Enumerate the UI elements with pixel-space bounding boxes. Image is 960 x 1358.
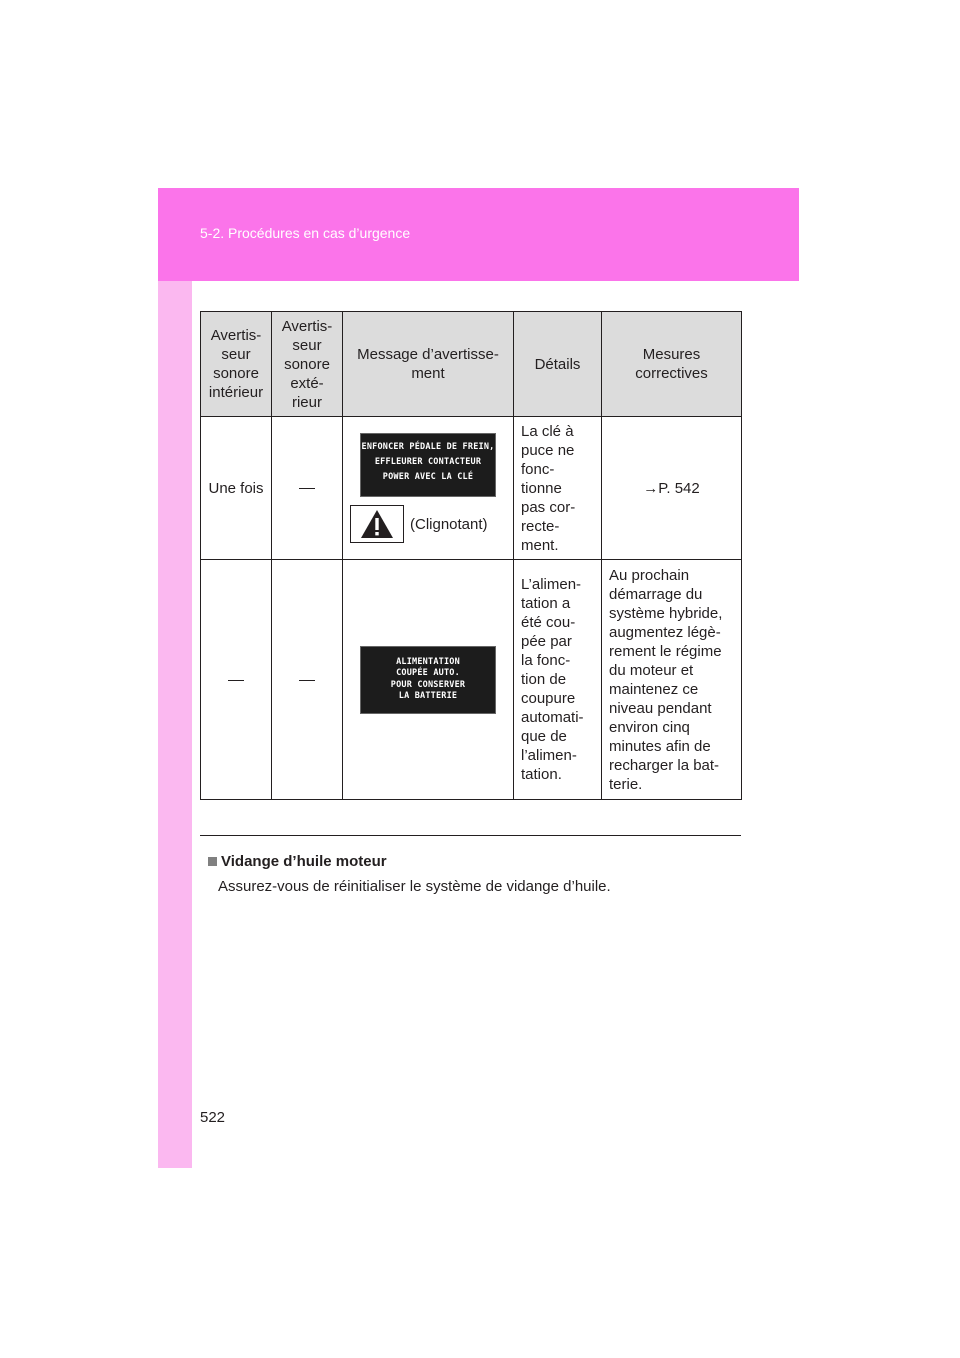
message-line: POUR CONSERVER	[390, 679, 466, 690]
message-line: ALIMENTATION	[396, 656, 460, 667]
table-header-row	[201, 312, 742, 417]
cell-corrective-action: →P. 542	[602, 417, 742, 560]
message-line: ENFONCER PÉDALE DE FREIN,	[361, 442, 495, 452]
cell-exterior-buzzer	[272, 560, 343, 800]
cell-warning-message	[343, 417, 514, 560]
bullet-square-icon	[208, 857, 217, 866]
dash-mark	[299, 488, 315, 489]
warning-indicator-box	[350, 505, 404, 543]
section-title: 5-2. Procédures en cas d’urgence	[200, 225, 411, 241]
side-strip	[158, 188, 192, 1168]
header-warning-message: Message d’avertisse- ment	[343, 312, 514, 417]
warning-triangle-icon	[359, 508, 395, 540]
section-divider	[200, 835, 741, 836]
blink-label: (Clignotant)	[410, 515, 488, 533]
cell-details: L’alimen- tation a été cou- pée par la fonc- tion de coupure automati- que de l’alimen- tation.	[514, 560, 602, 800]
header-details: Détails	[514, 312, 602, 417]
dash-mark	[299, 680, 315, 681]
note-title	[208, 853, 387, 870]
cell-warning-message	[343, 560, 514, 800]
message-display-panel	[360, 433, 496, 497]
cell-details: La clé à puce ne fonc- tionne pas cor- recte- ment.	[514, 417, 602, 560]
warning-indicator-row	[350, 505, 506, 543]
page-number: 522	[200, 1109, 226, 1126]
table-row	[201, 560, 742, 800]
dash-mark	[228, 680, 244, 681]
warning-table	[200, 311, 742, 800]
table-row	[201, 417, 742, 560]
note-title-text: Vidange d’huile moteur	[221, 853, 387, 870]
message-line: COUPÉE AUTO.	[396, 668, 460, 678]
cell-exterior-buzzer	[272, 417, 343, 560]
header-corrective-action: Mesures correctives	[602, 312, 742, 417]
cell-interior-buzzer	[201, 560, 272, 800]
cell-interior-buzzer: Une fois	[201, 417, 272, 560]
header-interior-buzzer: Avertis- seur sonore intérieur	[201, 312, 272, 417]
cell-corrective-action: Au prochain démarrage du système hybride, augmentez légè- rement le régime du moteur et maintenez ce niveau pendant environ cinq minutes afin de recharger la bat- terie.	[602, 560, 742, 800]
message-line: EFFLEURER CONTACTEUR	[374, 457, 482, 467]
message-line: LA BATTERIE	[398, 691, 458, 701]
note-body: Assurez-vous de réinitialiser le système de vidange d’huile.	[218, 878, 611, 895]
message-display-panel	[360, 646, 496, 714]
message-line: POWER AVEC LA CLÉ	[382, 472, 474, 482]
header-exterior-buzzer: Avertis- seur sonore exté- rieur	[272, 312, 343, 417]
